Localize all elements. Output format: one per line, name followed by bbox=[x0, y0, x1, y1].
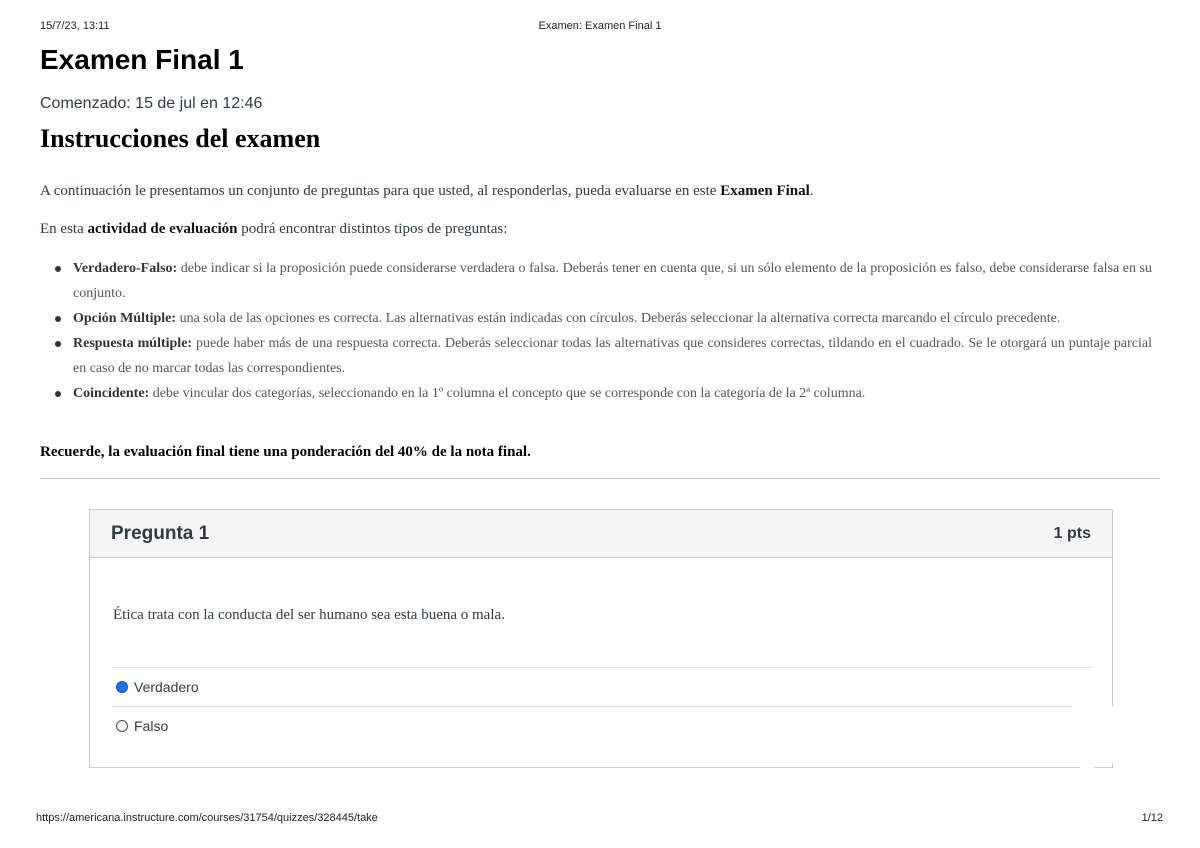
types-intro-rest: podrá encontrar distintos tipos de preguntas: bbox=[237, 221, 508, 237]
answer-option-falso[interactable] bbox=[112, 706, 1072, 745]
instructions-heading: Instrucciones del examen bbox=[40, 124, 321, 153]
print-date: 15/7/23, 13:11 bbox=[40, 20, 110, 32]
list-item bbox=[40, 306, 1152, 331]
type-description: una sola de las opciones es correcta. Las alternativas están indicadas con círculos. Deberás seleccionar la alternativa correcta marcando el círculo precedente. bbox=[176, 311, 1061, 326]
types-intro-bold: actividad de evaluación bbox=[87, 221, 238, 237]
radio-selected-icon[interactable] bbox=[116, 681, 128, 693]
type-term: Coincidente: bbox=[73, 386, 150, 401]
print-page-number: 1/12 bbox=[1141, 812, 1163, 824]
list-item bbox=[40, 381, 1152, 406]
page-title: Examen Final 1 bbox=[40, 44, 244, 75]
radio-unselected-icon[interactable] bbox=[116, 720, 128, 732]
intro-text: A continuación le presentamos un conjunto de preguntas para que usted, al responderlas, pueda evaluarse en este bbox=[40, 183, 721, 199]
question-header bbox=[90, 510, 1112, 558]
section-divider bbox=[40, 478, 1160, 479]
type-term: Verdadero-Falso: bbox=[73, 261, 178, 276]
intro-paragraph bbox=[40, 183, 814, 200]
intro-period: . bbox=[809, 183, 814, 199]
answer-option-verdadero[interactable] bbox=[112, 667, 1092, 706]
type-description: debe vincular dos categorías, seleccionando en la 1º columna el concepto que se corresponde con la categoría de la 2ª columna. bbox=[149, 386, 866, 401]
answer-label: Falso bbox=[134, 718, 169, 734]
question-name: Pregunta 1 bbox=[111, 522, 210, 544]
page-break-mask bbox=[1080, 707, 1113, 763]
question-text: Ética trata con la conducta del ser humano sea esta buena o mala. bbox=[113, 607, 505, 623]
question-types-list bbox=[40, 256, 1152, 406]
intro-bold-exam: Examen Final bbox=[720, 183, 810, 199]
type-term: Respuesta múltiple: bbox=[73, 336, 193, 351]
question-points: 1 pts bbox=[1053, 524, 1091, 542]
type-description: puede haber más de una respuesta correcta. Deberás seleccionar todas las alternativas que consideres correctas, tildando en el cuadrado. Se le otorgará un puntaje parcial en caso de no marcar todas las correspondientes. bbox=[73, 336, 1152, 376]
question-card bbox=[89, 509, 1113, 768]
list-item bbox=[40, 331, 1152, 381]
started-timestamp: Comenzado: 15 de jul en 12:46 bbox=[40, 95, 263, 112]
print-url: https://americana.instructure.com/courses/31754/quizzes/328445/take bbox=[36, 812, 378, 824]
grading-reminder: Recuerde, la evaluación final tiene una ponderación del 40% de la nota final. bbox=[40, 444, 531, 460]
answer-label: Verdadero bbox=[134, 679, 199, 695]
page-break-mask bbox=[1080, 760, 1094, 768]
print-page-title: Examen: Examen Final 1 bbox=[538, 20, 662, 32]
list-item bbox=[40, 256, 1152, 306]
types-intro-text: En esta bbox=[40, 221, 88, 237]
type-description: debe indicar si la proposición puede considerarse verdadera o falsa. Deberás tener en cuenta que, si un sólo elemento de la proposición es falso, debe considerarse falsa en su conjunto. bbox=[73, 261, 1152, 301]
type-term: Opción Múltiple: bbox=[73, 311, 177, 326]
question-types-intro bbox=[40, 221, 507, 238]
